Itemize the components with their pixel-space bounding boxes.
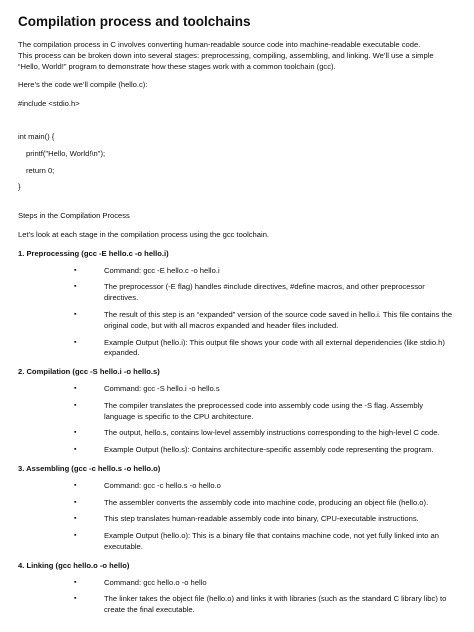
section-list	[18, 578, 456, 616]
list-item-text: Example Output (hello.i): This output file shows your code with all external dependencies (like stdio.h) expanded.	[104, 337, 445, 358]
code-close: }	[18, 182, 21, 192]
list-item-text: The result of this step is an “expanded” version of the source code saved in hello.i. This file contains the original code, but with all macros expanded and header files included.	[104, 309, 453, 330]
bullet-icon: ▪	[74, 401, 77, 409]
intro-line: The compilation process in C involves converting human-readable source code into machine-readable executable code.	[18, 40, 421, 49]
page-title: Compilation process and toolchains	[18, 14, 251, 29]
list-item	[18, 310, 456, 332]
intro-line: This process can be broken down into several stages: preprocessing, compiling, assembling, and linking. We’ll use a simple	[18, 50, 434, 60]
code-printf: printf("Hello, World!\n");	[26, 148, 106, 158]
bullet-icon: ▪	[74, 283, 77, 291]
list-item-text: The linker takes the object file (hello.o) and links it with libraries (such as the standard C library libc) to create the final executable.	[104, 594, 447, 615]
intro-line: “Hello, World!” program to demonstrate how these stages work with a common toolchain (gcc).	[18, 61, 336, 71]
section-heading: 3. Assembling (gcc -c hello.s -o hello.o)	[18, 463, 161, 473]
bullet-icon: ▪	[74, 429, 77, 437]
bullet-icon: ▪	[74, 446, 77, 454]
list-item-text: The compiler translates the preprocessed code into assembly code using the -S flag. Assembly language is specific to the CPU architecture.	[104, 400, 424, 421]
list-item	[18, 445, 456, 456]
list-item	[18, 266, 456, 277]
bullet-icon: ▪	[74, 338, 77, 346]
list-item	[18, 401, 456, 423]
bullet-icon: ▪	[74, 266, 77, 274]
bullet-icon: ▪	[74, 532, 77, 540]
list-item-text: The assembler converts the assembly code into machine code, producing an object file (hello.o).	[104, 497, 429, 507]
bullet-icon: ▪	[74, 384, 77, 392]
code-return: return 0;	[26, 165, 55, 175]
section-list	[18, 384, 456, 456]
steps-intro: Let’s look at each stage in the compilation process using the gcc toolchain.	[18, 229, 270, 239]
code-block	[18, 99, 456, 193]
steps-heading: Steps in the Compilation Process	[18, 211, 130, 221]
bullet-icon: ▪	[74, 595, 77, 603]
bullet-icon: ▪	[74, 498, 77, 506]
list-item-text: Command: gcc -E hello.c -o hello.i	[104, 265, 220, 275]
sections-container	[18, 249, 456, 616]
bullet-icon: ▪	[74, 515, 77, 523]
list-item	[18, 514, 456, 525]
list-item	[18, 338, 456, 360]
section-heading: 2. Compilation (gcc -S hello.i -o hello.s)	[18, 367, 160, 377]
list-item-text: Example Output (hello.s): Contains architecture-specific assembly code representing the program.	[104, 445, 434, 455]
list-item	[18, 428, 456, 439]
code-main: int main() {	[18, 131, 55, 141]
list-item-text: Command: gcc -S hello.i -o hello.s	[104, 383, 220, 393]
code-include: #include <stdio.h>	[18, 99, 80, 109]
list-item	[18, 282, 456, 304]
bullet-icon: ▪	[74, 310, 77, 318]
list-item-text: Example Output (hello.o): This is a binary file that contains machine code, not yet fully linked into an executable.	[104, 531, 440, 551]
list-item	[18, 594, 456, 616]
list-item	[18, 531, 456, 553]
list-item	[18, 481, 456, 492]
list-item-text: The preprocessor (-E flag) handles #include directives, #define macros, and other preprocessor directives.	[104, 282, 425, 303]
list-item	[18, 384, 456, 395]
intro-paragraph	[18, 40, 456, 72]
list-item	[18, 578, 456, 589]
list-item-text: Command: gcc -c hello.s -o hello.o	[104, 480, 221, 490]
list-item-text: This step translates human-readable assembly code into binary, CPU-executable instructions.	[104, 514, 419, 524]
list-item-text: Command: gcc hello.o -o hello	[104, 577, 207, 587]
section-list	[18, 266, 456, 360]
list-item	[18, 498, 456, 509]
section-heading: 4. Linking (gcc hello.o -o hello)	[18, 560, 130, 570]
list-item-text: The output, hello.s, contains low-level assembly instructions corresponding to the high-level C code.	[104, 428, 440, 438]
section-list	[18, 481, 456, 553]
bullet-icon: ▪	[74, 481, 77, 489]
code-intro: Here’s the code we’ll compile (hello.c):	[18, 80, 148, 90]
section-heading: 1. Preprocessing (gcc -E hello.c -o hello.i)	[18, 248, 169, 258]
bullet-icon: ▪	[74, 578, 77, 586]
